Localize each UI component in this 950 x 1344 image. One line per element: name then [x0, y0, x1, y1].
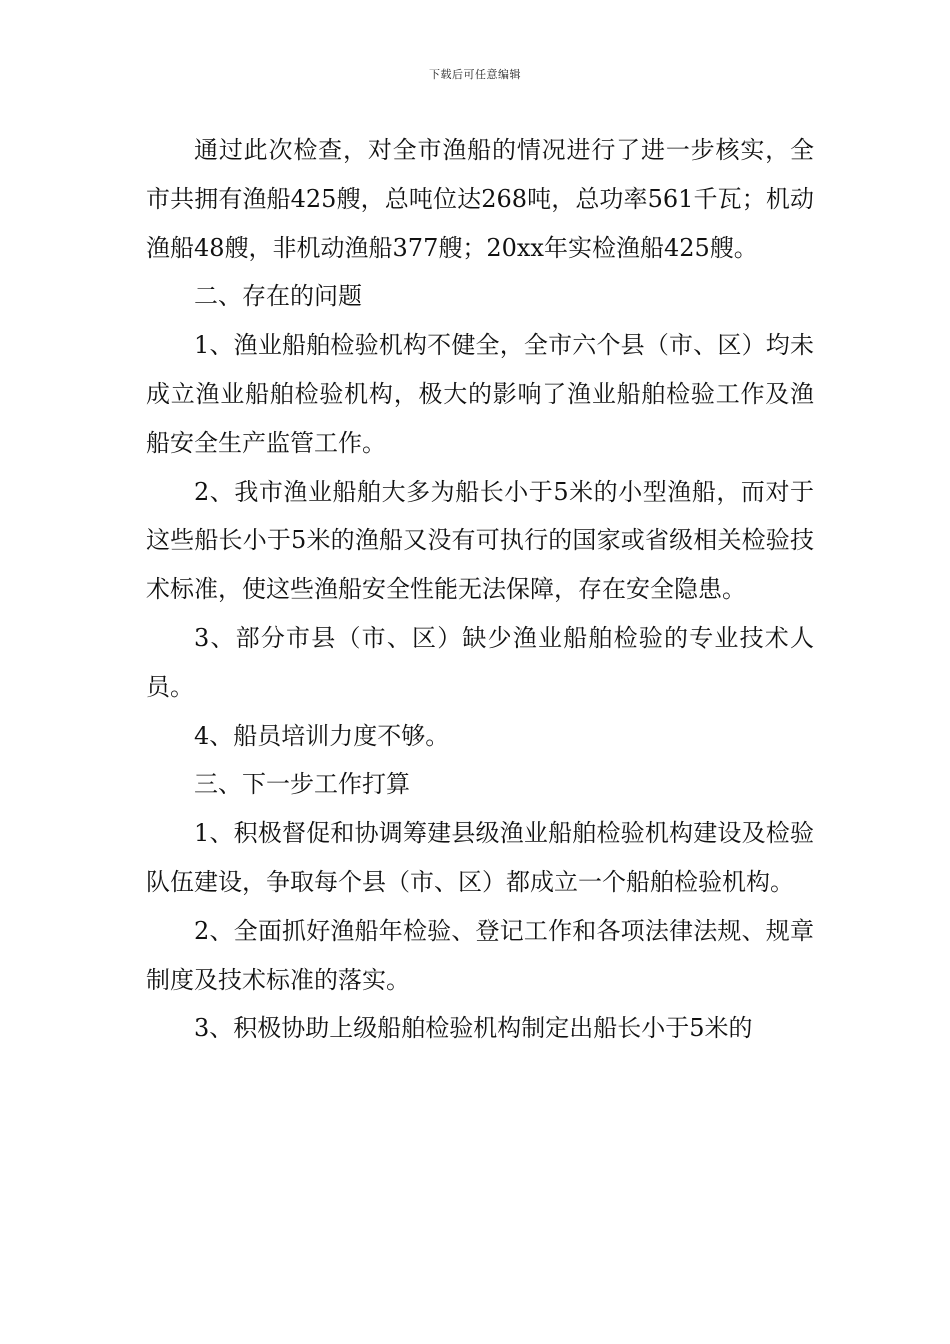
paragraph-problem-1: 1、渔业船舶检验机构不健全，全市六个县（市、区）均未成立渔业船舶检验机构，极大的影响了渔业船舶检验工作及渔船安全生产监管工作。 — [146, 331, 814, 457]
paragraph-problem-2: 2、我市渔业船舶大多为船长小于5米的小型渔船，而对于这些船长小于5米的渔船又没有可执行的国家或省级相关检验技术标准，使这些渔船安全性能无法保障，存在安全隐患。 — [146, 477, 814, 604]
section-heading-problems: 二、存在的问题 — [194, 282, 362, 311]
header-note: 下载后可任意编辑 — [429, 68, 521, 81]
paragraph-problem-4: 4、船员培训力度不够。 — [194, 721, 450, 750]
paragraph-plan-2: 2、全面抓好渔船年检验、登记工作和各项法律法规、规章制度及技术标准的落实。 — [146, 916, 814, 994]
paragraph-plan-3: 3、积极协助上级船舶检验机构制定出船长小于5米的 — [194, 1014, 753, 1043]
paragraph-inspection-summary: 通过此次检查，对全市渔船的情况进行了进一步核实，全市共拥有渔船425艘，总吨位达268吨，总功率561千瓦；机动渔船48艘，非机动渔船377艘；20xx年实检渔船425艘。 — [146, 136, 814, 262]
paragraph-problem-3: 3、部分市县（市、区）缺少渔业船舶检验的专业技术人员。 — [146, 623, 814, 701]
section-heading-next-steps: 三、下一步工作打算 — [194, 770, 410, 799]
document-body — [146, 126, 814, 1053]
paragraph-plan-1: 1、积极督促和协调筹建县级渔业船舶检验机构建设及检验队伍建设，争取每个县（市、区）都成立一个船舶检验机构。 — [146, 819, 814, 896]
